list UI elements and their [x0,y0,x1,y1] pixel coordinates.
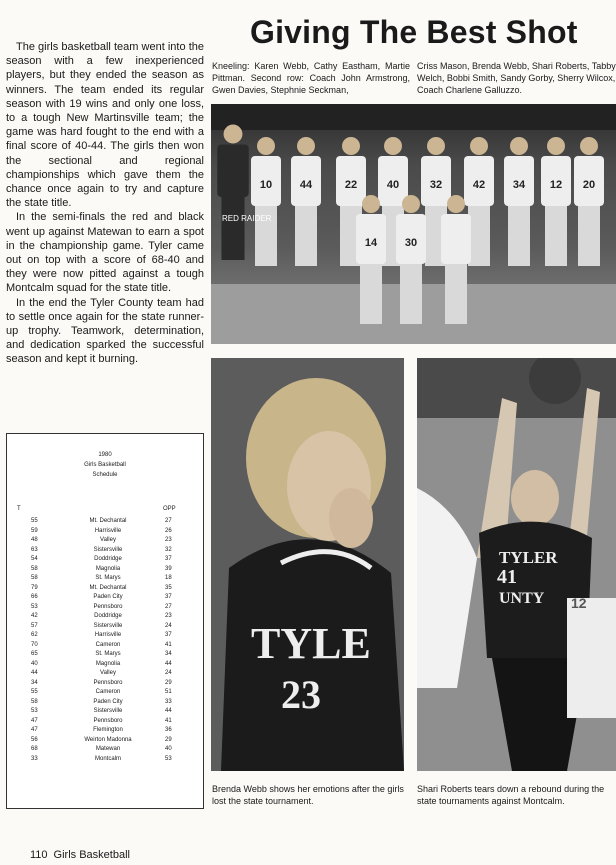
schedule-heading [7,450,203,480]
schedule-score-opp: 37 [165,632,172,638]
background-jersey-number: 12 [571,595,587,611]
figure-head [257,137,275,155]
schedule-score-opp: 35 [165,584,172,591]
figure-head [362,195,380,213]
schedule-opponent: Valley [100,670,116,676]
jersey-number: 20 [582,179,596,191]
schedule-score-opp: 27 [165,518,172,524]
schedule-opponent: Matewan [95,746,121,752]
schedule-score-opp: 53 [165,755,172,762]
schedule-row [7,756,203,766]
schedule-score-opp: 44 [165,660,172,667]
schedule-opponent: Sistersville [93,546,123,553]
schedule-score-opp: 39 [165,565,172,572]
schedule-score-tyler: 59 [31,527,38,534]
schedule-score-tyler: 55 [31,689,38,695]
schedule-score-tyler: 57 [31,622,38,629]
schedule-title-line1: Girls Basketball [84,462,126,468]
schedule-row [7,623,203,633]
schedule-score-opp: 23 [165,537,172,543]
section-name: Girls Basketball [53,849,130,861]
jersey-number: 14 [364,237,378,249]
schedule-row [7,727,203,737]
schedule-row [7,699,203,709]
story-paragraph-1: The girls basketball team went into the season with a few inexperienced players, but they ended the season as winners. The team ended its regular season with 19 wins and only one loss, to a tough New Martinsville team; the game was hard fought to the end with a final score of 40-44. The girls then won the sectional and regional championships which gave them the chance once again to try and capture the state title. [6,41,204,210]
schedule-score-tyler: 42 [31,613,38,619]
schedule-opponent: Magnolia [95,565,121,572]
schedule-row [7,613,203,623]
schedule-score-opp: 33 [165,698,172,705]
schedule-row [7,670,203,680]
schedule-opponent: Mt. Dechantal [89,584,127,591]
emotion-photo [211,358,404,771]
story-paragraph-2: In the semi-finals the red and black went up against Matewan to earn a spot in the championship game. Tyler came out on top with a score of 68-40 and they were now pitted against a tough Montcalm squad for the state title. [6,211,204,295]
schedule-row [7,689,203,699]
team-photo-illustration [211,104,616,344]
schedule-score-tyler: 47 [31,717,38,724]
schedule-score-tyler: 68 [31,746,38,752]
schedule-score-opp: 18 [165,575,172,581]
schedule-score-tyler: 44 [31,670,38,676]
schedule-opponent: Sistersville [93,622,123,629]
player-figure [251,137,281,266]
emotion-jersey-number: 23 [281,672,321,717]
schedule-score-opp: 27 [165,603,172,610]
figure-head [510,137,528,155]
schedule-score-opp: 44 [165,708,172,714]
schedule-score-opp: 26 [165,527,172,534]
schedule-row [7,556,203,566]
schedule-score-tyler: 56 [31,736,38,743]
jersey-number: 12 [549,179,563,191]
schedule-score-tyler: 79 [31,584,38,591]
jersey-number: 44 [299,179,313,191]
jersey-number: 40 [386,179,400,191]
schedule-opponent: Cameron [95,641,121,648]
schedule-opponent: Weirton Madonna [84,736,132,743]
schedule-opponent: Sistersville [93,708,123,714]
rebound-jersey-school: TYLER [499,548,558,567]
schedule-opponent: Harrisville [94,527,122,534]
schedule-score-opp: 36 [165,727,172,733]
figure-body [217,145,249,198]
schedule-score-tyler: 48 [31,537,38,543]
figure-legs [468,206,490,266]
schedule-score-opp: 24 [165,670,172,676]
schedule-row [7,632,203,642]
jersey-number: 30 [404,237,418,249]
schedule-opponent: Doddridge [94,613,122,619]
schedule-score-tyler: 66 [31,594,38,600]
schedule-score-tyler: 58 [31,698,38,705]
rebound-photo-illustration [417,358,616,771]
schedule-score-opp: 29 [165,736,172,743]
schedule-row [7,547,203,557]
schedule-row [7,575,203,585]
schedule-score-opp: 41 [165,641,172,648]
schedule-score-opp: 34 [165,651,172,657]
rebound-photo [417,358,616,771]
schedule-opponent: Cameron [95,689,121,695]
team-photo-caption-right: Criss Mason, Brenda Webb, Shari Roberts, Tabby Welch, Bobbi Smith, Sandy Gorby, Sherry Wilcox, Coach Charlene Galluzzo. [417,61,616,95]
schedule-opponent: Magnolia [95,660,121,667]
team-nickname-text: RED RAIDER [222,214,272,223]
figure-legs [221,197,244,260]
schedule-score-opp: 24 [165,622,172,629]
rebound-jersey-county: UNTY [499,590,545,607]
player-figure [441,195,471,324]
player-figure [291,137,321,266]
schedule-row [7,708,203,718]
figure-head [224,125,243,144]
schedule-row [7,661,203,671]
schedule-score-opp: 23 [165,613,172,619]
figure-head [342,137,360,155]
story-paragraph-3: In the end the Tyler County team had to settle once again for the state runner-up trophy. Teamwork, determination, and dedication sparked the successful season and kept it burning. [6,296,204,366]
player-figure [356,195,386,324]
schedule-opponent: Harrisville [94,632,122,638]
schedule-score-opp: 37 [165,556,172,562]
team-photo [211,104,616,344]
schedule-row [7,528,203,538]
schedule-row [7,537,203,547]
figure-head [447,195,465,213]
schedule-col-t: T [17,506,21,512]
schedule-score-tyler: 40 [31,660,38,667]
figure-legs [400,264,422,324]
schedule-opponent: St. Marys [95,651,121,657]
schedule-opponent: Montcalm [94,755,121,762]
schedule-opponent: Flemington [93,727,123,733]
schedule-row [7,518,203,528]
figure-body [441,214,471,264]
schedule-opponent: Paden City [93,594,123,600]
jersey-number: 32 [429,179,443,191]
schedule-opponent: Doddridge [94,556,122,562]
schedule-score-tyler: 55 [31,518,38,524]
schedule-row [7,737,203,747]
schedule-opponent: Paden City [93,698,123,705]
player-figure [574,137,604,266]
schedule-opponent: Pennsboro [93,717,123,724]
schedule-score-opp: 51 [165,689,172,695]
schedule-opponent: St. Marys [95,575,121,581]
schedule-opponent: Pennsboro [93,603,123,610]
jersey-number: 10 [259,179,273,191]
figure-head [547,137,565,155]
figure-legs [360,264,382,324]
page-title: Giving The Best Shot [250,14,578,50]
schedule-opponent: Pennsboro [93,679,123,686]
schedule-score-opp: 40 [165,746,172,752]
schedule-box [6,433,204,809]
folio [30,849,136,861]
schedule-score-tyler: 53 [31,708,38,714]
schedule-table [7,518,203,765]
figure-legs [295,206,317,266]
schedule-score-tyler: 33 [31,755,38,762]
schedule-score-tyler: 63 [31,546,38,553]
emotion-photo-caption: Brenda Webb shows her emotions after the girls lost the state tournament. [212,784,404,806]
figure-legs [545,206,567,266]
schedule-score-opp: 29 [165,679,172,686]
jersey-number: 34 [512,179,526,191]
schedule-row [7,746,203,756]
schedule-row [7,651,203,661]
schedule-row [7,566,203,576]
player-figure [541,137,571,266]
schedule-year: 1980 [98,452,112,458]
schedule-row [7,642,203,652]
figure-head [297,137,315,155]
figure-head [427,137,445,155]
figure-head [384,137,402,155]
figure-legs [445,264,467,324]
coach-figure [217,125,249,260]
schedule-row [7,718,203,728]
schedule-score-tyler: 65 [31,651,38,657]
schedule-score-tyler: 58 [31,575,38,581]
schedule-score-tyler: 47 [31,727,38,733]
emotion-jersey-school: TYLE [251,619,371,668]
rebound-photo-caption: Shari Roberts tears down a rebound during the state tournaments against Montcalm. [417,784,605,806]
figure-head [580,137,598,155]
schedule-row [7,585,203,595]
team-photo-caption-left: Kneeling: Karen Webb, Cathy Eastham, Martie Pittman. Second row: Coach John Armstrong, Gwen Davies, Stephnie Seckman, [212,61,410,95]
story-text [6,40,204,367]
schedule-row [7,604,203,614]
schedule-score-tyler: 53 [31,603,38,610]
schedule-score-opp: 37 [165,594,172,600]
page-number: 110 [30,849,48,861]
schedule-row [7,680,203,690]
schedule-opponent: Valley [100,537,116,543]
jersey-number: 22 [344,179,358,191]
figure-head [470,137,488,155]
schedule-row [7,594,203,604]
schedule-score-tyler: 58 [31,565,38,572]
schedule-score-opp: 32 [165,546,172,553]
schedule-title-line2: Schedule [92,472,118,478]
schedule-score-tyler: 62 [31,632,38,638]
figure-legs [578,206,600,266]
rebound-jersey-number: 41 [497,566,517,588]
emotion-photo-illustration [211,358,404,771]
figure-head [402,195,420,213]
schedule-score-opp: 41 [165,717,172,724]
jersey-number: 42 [472,179,486,191]
player-figure [396,195,426,324]
schedule-score-tyler: 54 [31,556,38,562]
schedule-score-tyler: 70 [31,641,38,648]
player-figure [504,137,534,266]
schedule-col-opp: OPP [163,506,176,512]
figure-legs [508,206,530,266]
schedule-opponent: Mt. Dechantal [89,518,127,524]
schedule-score-tyler: 34 [31,679,38,686]
